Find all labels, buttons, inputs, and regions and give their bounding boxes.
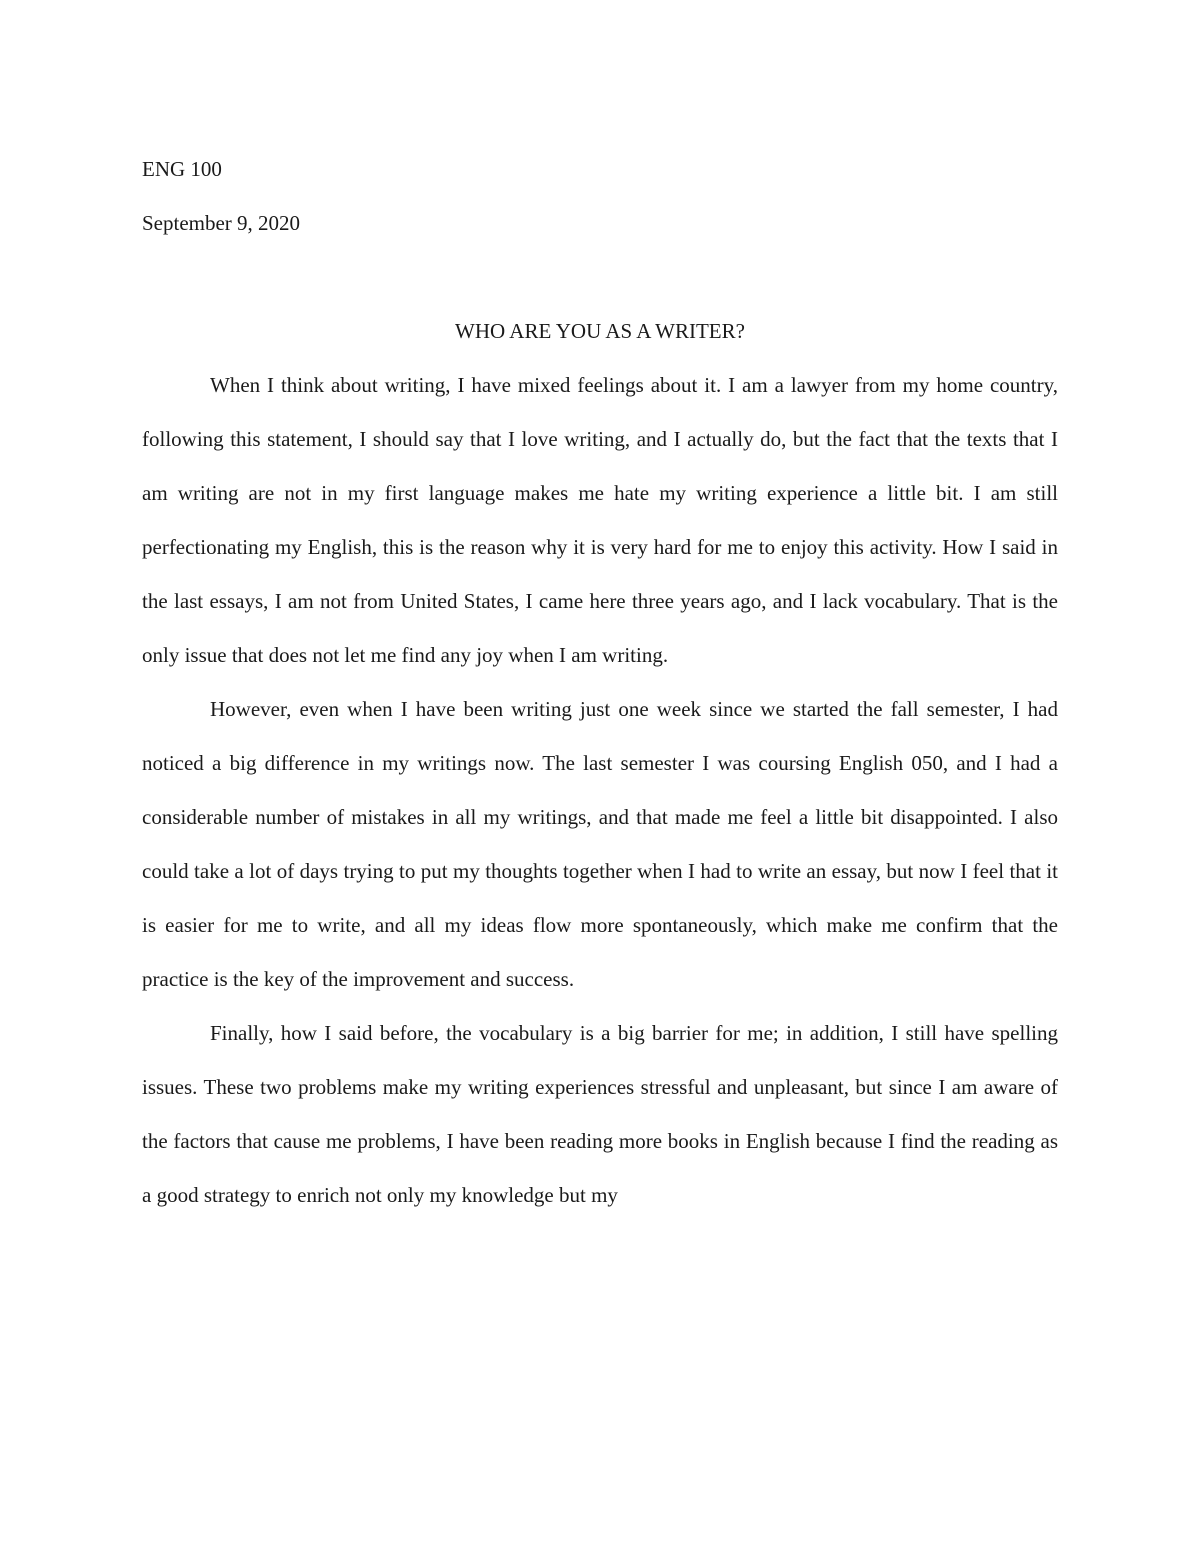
paragraph-2: However, even when I have been writing just one week since we started the fall semester, I had noticed a big difference in my writings now. The last semester I was coursing English 050, and I had a considerable number of mistakes in all my writings, and that made me feel a little bit disappointed. I also could take a lot of days trying to put my thoughts together when I had to write an essay, but now I feel that it is easier for me to write, and all my ideas flow more spontaneously, which make me confirm that the practice is the key of the improvement and success. [142,697,1058,991]
course-name: ENG 100 [142,157,222,181]
blank-line [142,250,1058,304]
essay-date: September 9, 2020 [142,211,301,235]
essay-title: WHO ARE YOU AS A WRITER? [455,319,745,343]
paragraph-1: When I think about writing, I have mixed feelings about it. I am a lawyer from my home country, following this statement, I should say that I love writing, and I actually do, but the fact that the texts that I am writing are not in my first language makes me hate my writing experience a little bit. I am still perfectionating my English, this is the reason why it is very hard for me to enjoy this activity. How I said in the last essays, I am not from United States, I came here three years ago, and I lack vocabulary. That is the only issue that does not let me find any joy when I am writing. [142,373,1058,667]
paragraph-3: Finally, how I said before, the vocabulary is a big barrier for me; in addition, I still have spelling issues. These two problems make my writing experiences stressful and unpleasant, but since I am aware of the factors that cause me problems, I have been reading more books in English because I find the reading as a good strategy to enrich not only my knowledge but my [142,1021,1058,1207]
